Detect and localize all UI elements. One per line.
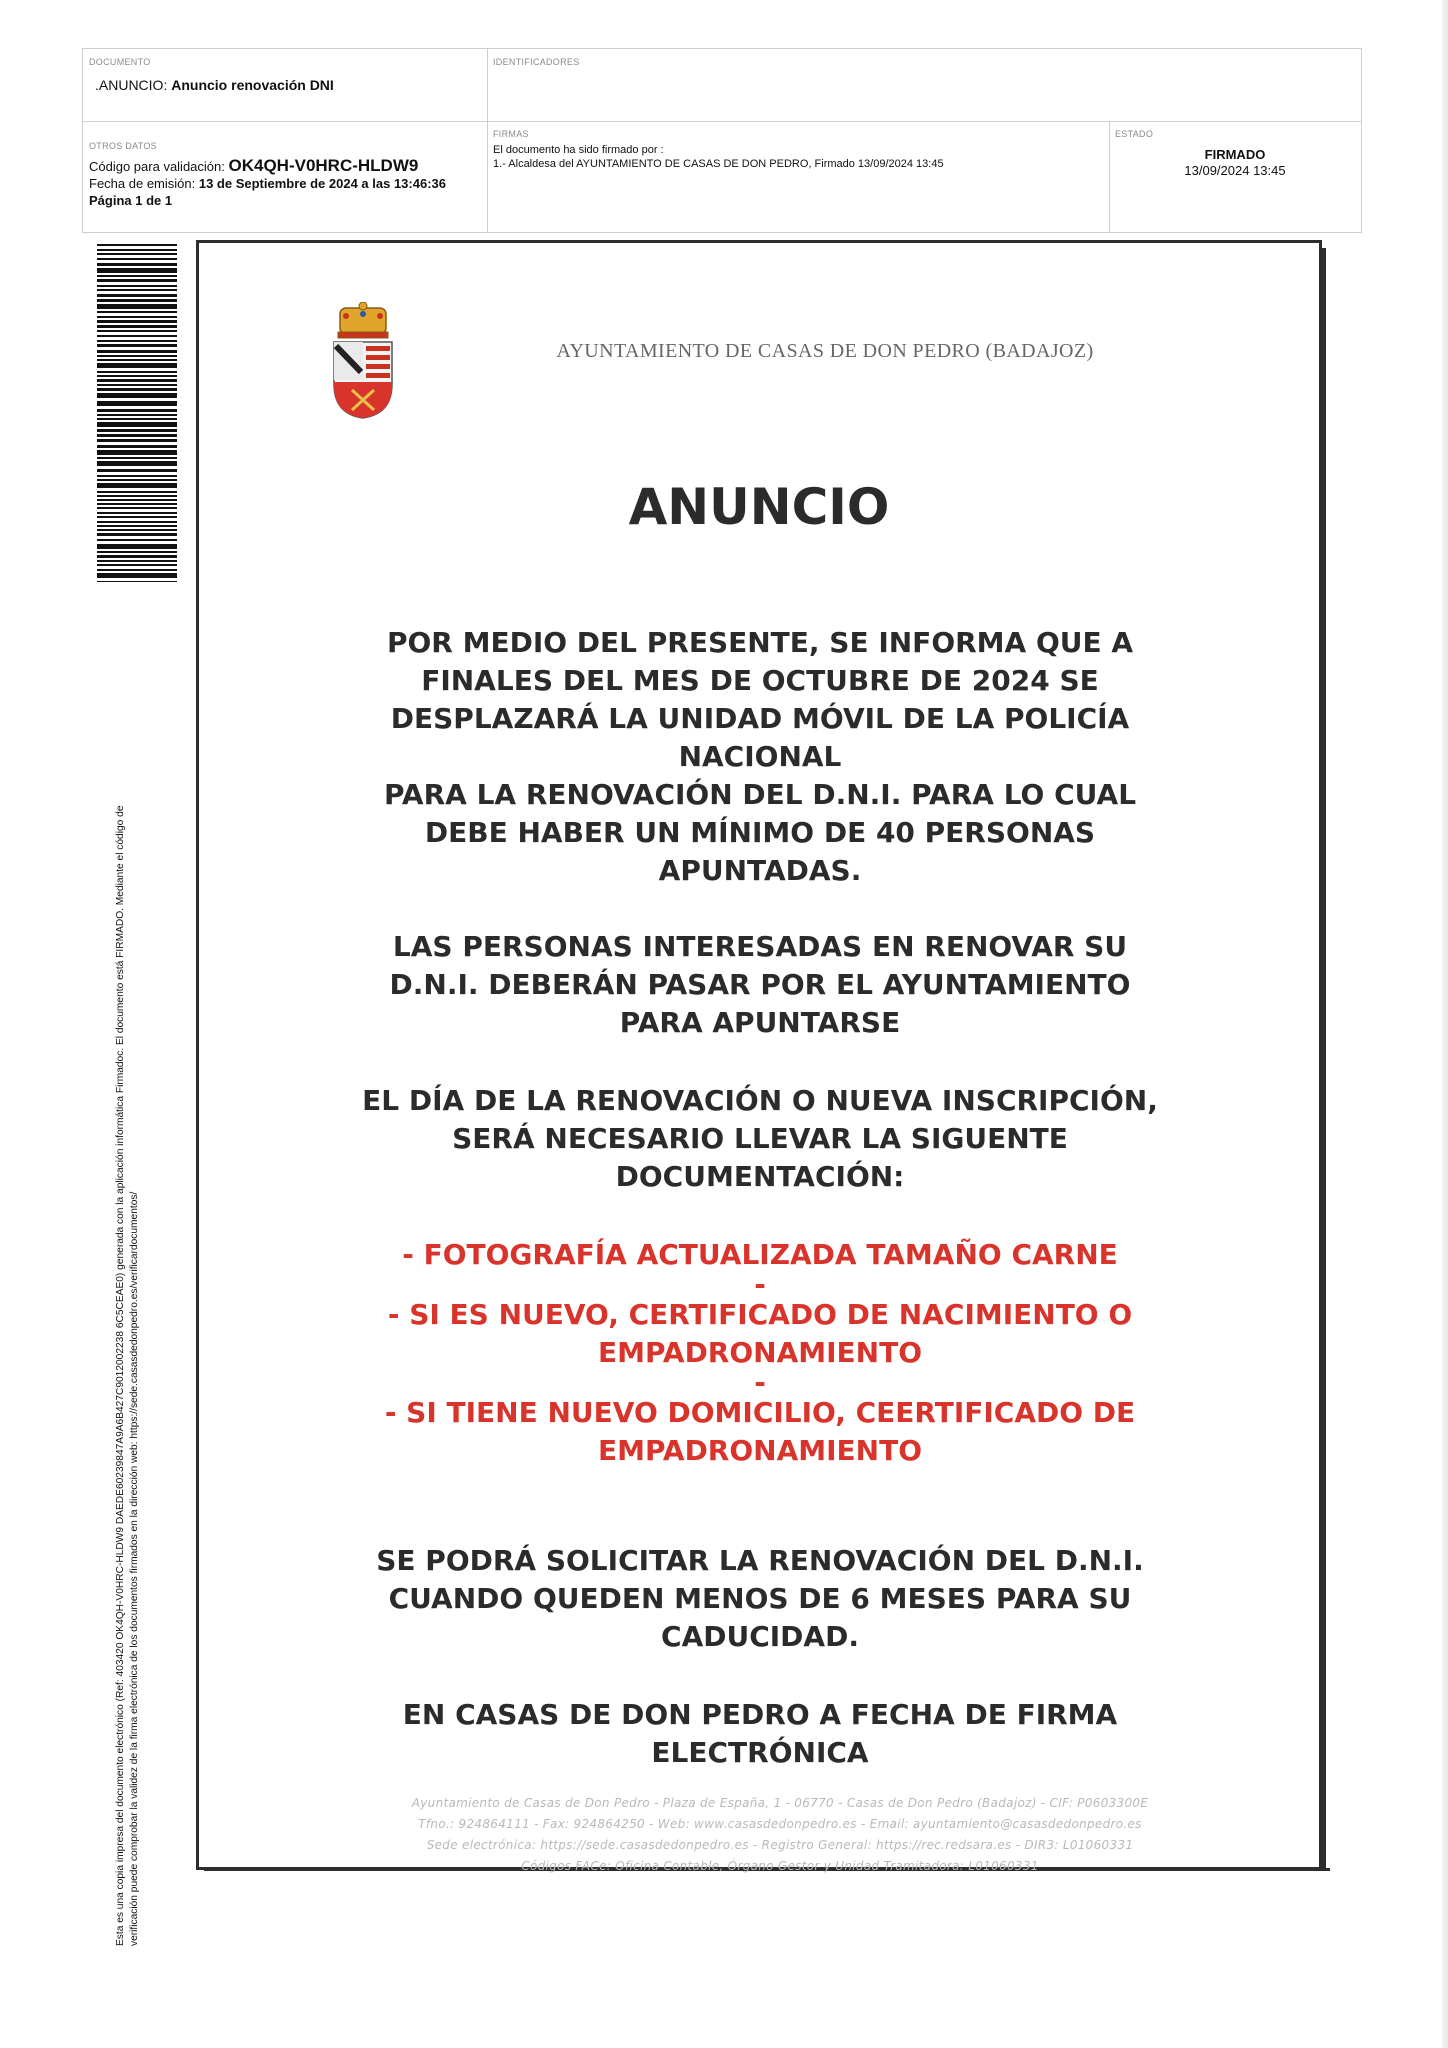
coat-of-arms-icon — [326, 302, 400, 420]
barcode-bar — [97, 555, 177, 558]
page-count: Página 1 de 1 — [89, 193, 173, 208]
barcode-bar — [97, 401, 177, 406]
footer-line: Códigos FACe: Oficina Contable, Órgano Gestor y Unidad Tramitadora: L01060331 — [521, 1859, 1039, 1873]
barcode-bar — [97, 503, 177, 505]
barcode-bar — [97, 457, 177, 459]
firmas-cell — [493, 129, 1103, 171]
frame-shadow — [1322, 248, 1326, 1871]
barcode-bar — [97, 350, 177, 353]
notice-title: ANUNCIO — [628, 478, 890, 536]
page-edge — [1442, 0, 1448, 2048]
barcode-bar — [97, 539, 177, 541]
estado-caption: ESTADO — [1115, 129, 1154, 139]
validation-code-label: Código para validación: — [89, 159, 229, 174]
barcode-bar — [97, 384, 177, 386]
documento-caption: DOCUMENTO — [89, 57, 151, 67]
barcode-bar — [97, 330, 177, 332]
issue-date-row — [89, 175, 483, 192]
text-line: DESPLAZARÁ LA UNIDAD MÓVIL DE LA POLICÍA — [390, 702, 1130, 735]
verification-side-text — [114, 626, 142, 1946]
barcode-bar — [97, 521, 177, 523]
barcode-bar — [97, 551, 177, 553]
requirement-item: - SI TIENE NUEVO DOMICILIO, CEERTIFICADO DE — [384, 1396, 1136, 1429]
barcode-bar — [97, 371, 177, 373]
barcode-bar — [97, 409, 177, 412]
text-line: APUNTADAS. — [658, 854, 862, 887]
text-line: DEBE HABER UN MÍNIMO DE 40 PERSONAS — [424, 816, 1096, 849]
barcode-bar — [97, 581, 177, 582]
status-date: 13/09/2024 13:45 — [1184, 163, 1286, 178]
requirement-item: - SI ES NUEVO, CERTIFICADO DE NACIMIENTO O — [387, 1298, 1133, 1331]
text-line: CUANDO QUEDEN MENOS DE 6 MESES PARA SU — [388, 1582, 1132, 1615]
text-line: FINALES DEL MES DE OCTUBRE DE 2024 SE — [421, 664, 1099, 697]
status-value: FIRMADO — [1204, 147, 1266, 162]
estado-cell — [1115, 129, 1355, 179]
barcode-bar — [97, 533, 177, 536]
barcode-bar — [97, 359, 177, 361]
barcode-bar — [97, 469, 177, 472]
barcode-bar — [97, 475, 177, 477]
barcode-bar — [97, 525, 177, 527]
barcode-bar — [97, 268, 177, 273]
barcode-bar — [97, 344, 177, 347]
barcode-bar — [97, 294, 177, 297]
barcode-bar — [97, 418, 177, 420]
barcode-bar — [97, 249, 177, 251]
document-title-text: Anuncio renovación DNI — [171, 77, 334, 93]
requirement-item: - FOTOGRAFÍA ACTUALIZADA TAMAÑO CARNE — [402, 1238, 1118, 1271]
validation-code: OK4QH-V0HRC-HLDW9 — [228, 156, 419, 175]
side-text-line-2: verificación puede comprobar la validez de la firma electrónica de los documentos firmados en la dirección web: https://sede.casasdedonpedro.es/verificardocumentos/ — [129, 1191, 140, 1946]
organization-name: AYUNTAMIENTO DE CASAS DE DON PEDRO (BADAJOZ) — [556, 340, 1094, 362]
issue-date: 13 de Septiembre de 2024 a las 13:46:36 — [198, 176, 446, 191]
barcode-bar — [97, 289, 177, 291]
footer-line: Tfno.: 924864111 - Fax: 924864250 - Web: www.casasdedonpedro.es - Email: ayuntamiento@casasdedonpedro.es — [418, 1817, 1142, 1831]
barcode-bar — [97, 335, 177, 337]
barcode-bar — [97, 499, 177, 501]
divider — [1109, 121, 1110, 232]
barcode-bar — [97, 388, 177, 391]
document-title — [95, 77, 479, 93]
requirement-separator: - — [754, 1366, 766, 1399]
text-line: ELECTRÓNICA — [651, 1736, 869, 1769]
requirements-list — [260, 1236, 1260, 1470]
text-line: SERÁ NECESARIO LLEVAR LA SIGUENTE — [452, 1122, 1068, 1155]
barcode-bar — [97, 461, 177, 466]
barcode-bar — [97, 495, 177, 497]
barcode-bar — [97, 325, 177, 328]
paragraph-announcement — [260, 624, 1260, 890]
barcode-bar — [97, 544, 177, 549]
barcode-bar — [97, 434, 177, 437]
barcode-bar — [97, 258, 177, 260]
paragraph-registration — [260, 928, 1260, 1042]
barcode-bar — [97, 340, 177, 342]
barcode-bar — [97, 375, 177, 377]
barcode-bar — [97, 529, 177, 531]
firmas-line-2: 1.- Alcaldesa del AYUNTAMIENTO DE CASAS DE DON PEDRO, Firmado 13/09/2024 13:45 — [493, 158, 944, 170]
barcode-bar — [97, 445, 177, 448]
documento-cell — [89, 57, 479, 93]
barcode-bar — [97, 560, 177, 562]
validation-code-row — [89, 157, 483, 175]
identificadores-cell — [493, 57, 1353, 67]
requirement-separator: - — [754, 1268, 766, 1301]
paragraph-documentation — [260, 1082, 1260, 1196]
barcode-bar — [97, 429, 177, 432]
paragraph-renewal-condition — [260, 1542, 1260, 1656]
issue-date-label: Fecha de emisión: — [89, 176, 199, 191]
requirement-item: EMPADRONAMIENTO — [597, 1336, 923, 1369]
barcode-bar — [97, 275, 177, 277]
requirement-item: EMPADRONAMIENTO — [597, 1434, 923, 1467]
barcode-bar — [97, 516, 177, 518]
divider — [83, 121, 1361, 122]
text-line: PARA APUNTARSE — [619, 1006, 901, 1039]
text-line: SE PODRÁ SOLICITAR LA RENOVACIÓN DEL D.N.I. — [376, 1544, 1144, 1577]
footer-line: Ayuntamiento de Casas de Don Pedro - Plaza de España, 1 - 06770 - Casas de Don Pedro (Badajoz) - CIF: P0603300E — [411, 1796, 1149, 1810]
barcode-bar — [97, 439, 177, 442]
barcode-bar — [97, 263, 177, 266]
barcode-bar — [97, 355, 177, 357]
barcode-bar — [97, 379, 177, 382]
barcode-bar — [97, 414, 177, 416]
text-line: EN CASAS DE DON PEDRO A FECHA DE FIRMA — [402, 1698, 1118, 1731]
text-line: PARA LA RENOVACIÓN DEL D.N.I. PARA LO CUAL — [383, 778, 1137, 811]
firmas-line-1: El documento ha sido firmado por : — [493, 144, 664, 156]
side-text-line-1: Esta es una copia impresa del documento electrónico (Ref: 403420 OK4QH-V0HRC-HLDW9 DAEDE60239847A9A6B427C9012002238 6C5CEAE0) generada con la aplicación informática Firmadoc. El documento está FIRMADO. Mediante el código de — [115, 805, 126, 1946]
paragraph-signature-place — [260, 1696, 1260, 1772]
barcode-bar — [97, 422, 177, 427]
barcode-bar — [97, 507, 177, 509]
barcode-bar — [97, 564, 177, 566]
barcode-bar — [97, 483, 177, 488]
text-line: NACIONAL — [678, 740, 842, 773]
barcode-bar — [97, 512, 177, 514]
barcode-bar — [97, 244, 177, 246]
barcode-bar — [97, 569, 177, 571]
otros-datos-caption: OTROS DATOS — [89, 141, 157, 151]
barcode-bar — [97, 573, 177, 578]
barcode-bar — [97, 491, 177, 493]
barcode-bar — [97, 363, 177, 368]
identificadores-caption: IDENTIFICADORES — [493, 57, 580, 67]
text-line: CADUCIDAD. — [661, 1620, 859, 1653]
text-line: LAS PERSONAS INTERESADAS EN RENOVAR SU — [392, 930, 1128, 963]
text-line: POR MEDIO DEL PRESENTE, SE INFORMA QUE A — [386, 626, 1134, 659]
text-line: D.N.I. DEBERÁN PASAR POR EL AYUNTAMIENTO — [389, 968, 1131, 1001]
barcode-bar — [97, 479, 177, 481]
barcode — [97, 244, 177, 582]
document-header-table — [82, 48, 1362, 233]
text-line: EL DÍA DE LA RENOVACIÓN O NUEVA INSCRIPCIÓN, — [362, 1084, 1158, 1117]
barcode-bar — [97, 253, 177, 255]
divider — [487, 49, 488, 232]
text-line: DOCUMENTACIÓN: — [615, 1160, 905, 1193]
barcode-bar — [97, 299, 177, 302]
barcode-bar — [97, 311, 177, 313]
barcode-bar — [97, 285, 177, 287]
barcode-bar — [97, 450, 177, 455]
barcode-bar — [97, 304, 177, 309]
barcode-bar — [97, 316, 177, 318]
firmas-caption: FIRMAS — [493, 129, 529, 139]
otros-datos-cell — [89, 141, 483, 209]
document-title-prefix: .ANUNCIO: — [95, 77, 172, 93]
footer-line: Sede electrónica: https://sede.casasdedonpedro.es - Registro General: https://rec.redsara.es - DIR3: L01060331 — [426, 1838, 1134, 1852]
contact-footer — [300, 1793, 1260, 1877]
barcode-bar — [97, 320, 177, 323]
barcode-bar — [97, 393, 177, 398]
barcode-bar — [97, 279, 177, 282]
